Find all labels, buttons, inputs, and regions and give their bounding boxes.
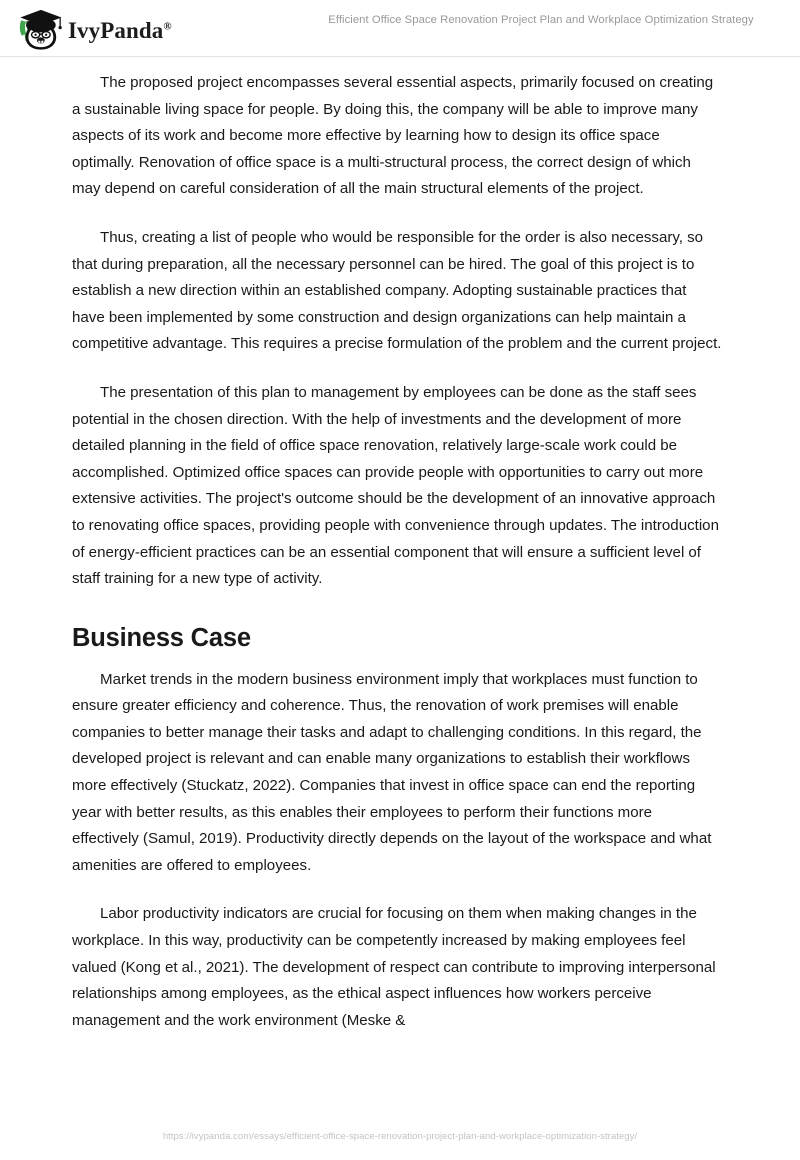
document-title: Efficient Office Space Renovation Project Plan and Workplace Optimization Strategy bbox=[328, 14, 754, 26]
paragraph: Thus, creating a list of people who would be responsible for the order is also necessary, so that during preparation, all the necessary personnel can be hired. The goal of this project is to establish a new direction within an established company. Adopting sustainable practices that have been implemented by some construction and design organizations can help maintain a competitive advantage. This requires a precise formulation of the problem and the current project. bbox=[72, 228, 722, 353]
registered-trademark-icon: ® bbox=[163, 19, 172, 32]
paragraph: The proposed project encompasses several essential aspects, primarily focused on creating a sustainable living space for people. By doing this, the company will be able to improve many aspects of its work and become more effective by learning how to design its office space optimally. Renovation of office space is a multi-structural process, the correct design of which may depend on careful consideration of all the main structural elements of the project. bbox=[72, 74, 714, 198]
page-header bbox=[0, 0, 800, 57]
paragraph: Market trends in the modern business environment imply that workplaces must function to ensure greater efficiency and coherence. Thus, the renovation of work premises will enable companies to better manage their tasks and adapt to challenging conditions. In this regard, the developed project is relevant and can enable many organizations to establish their workflows more effectively (Stuckatz, 2022). Companies that invest in office space can end the reporting year with better results, as this enables their employees to perform their functions more effectively (Samul, 2019). Productivity directly depends on the layout of the workspace and what amenities are offered to employees. bbox=[72, 670, 712, 874]
brand-name: IvyPanda® bbox=[68, 17, 172, 43]
panda-graduation-cap-icon bbox=[14, 7, 62, 51]
source-url-link[interactable]: https://ivypanda.com/essays/efficient-office-space-renovation-project-plan-and-workplace-optimization-strategy/ bbox=[162, 1131, 638, 1142]
brand-logo[interactable] bbox=[14, 7, 172, 51]
article-body bbox=[72, 70, 722, 1055]
page-footer bbox=[0, 1126, 800, 1144]
paragraph: The presentation of this plan to management by employees can be done as the staff sees potential in the chosen direction. With the help of investments and the development of more detailed planning in the field of office space renovation, relatively large-scale work could be accomplished. Optimized office spaces can provide people with opportunities to carry out more extensive activities. The project's outcome should be the development of an innovative approach to renovating office spaces, providing people with convenience through updates. The introduction of energy-efficient practices can be an essential component that will ensure a sufficient level of staff training for a new type of activity. bbox=[72, 383, 719, 588]
paragraph-truncated: Labor productivity indicators are crucial for focusing on them when making changes in the workplace. In this way, productivity can be competently increased by making employees feel valued (Kong et al., 2021). The development of respect can contribute to improving interpersonal relationships among employees, as the ethical aspect influences how workers perceive management and the work environment (Meske & bbox=[72, 905, 716, 1029]
section-heading-business-case: Business Case bbox=[72, 623, 251, 652]
